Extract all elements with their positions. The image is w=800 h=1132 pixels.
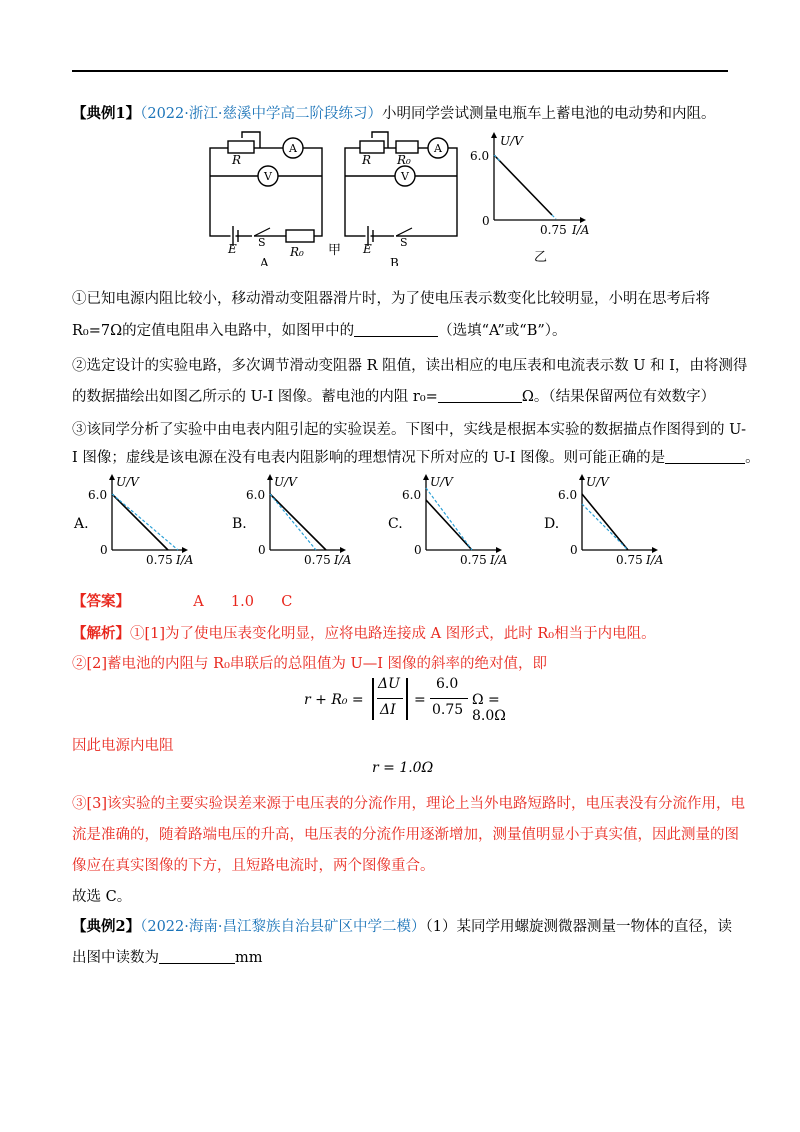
figure-circuits-and-graph (200, 128, 600, 266)
label-r-b: R (362, 153, 372, 167)
ammeter-b-label: A (434, 142, 442, 155)
svg-text:0: 0 (570, 543, 578, 557)
graph-yi-axis-u: U/V (500, 134, 523, 148)
label-r0-a: R₀ (290, 245, 304, 259)
svg-text:U/V: U/V (430, 475, 453, 489)
svg-text:0.75: 0.75 (146, 553, 173, 567)
svg-text:0: 0 (414, 543, 422, 557)
svg-text:I/A: I/A (646, 553, 664, 567)
example2-line2: 出图中读数为 mm (72, 950, 263, 966)
answer-1: A (193, 594, 204, 610)
example1-source: （2022·浙江·慈溪中学高二阶段练习） (140, 106, 382, 122)
graph-yi-i075: 0.75 (540, 223, 567, 237)
caption-a: A (260, 256, 269, 266)
voltmeter-a-label: V (264, 170, 272, 183)
svg-text:6.0: 6.0 (246, 488, 266, 502)
svg-text:0.75: 0.75 (460, 553, 487, 567)
svg-text:6.0: 6.0 (88, 488, 108, 502)
svg-text:0.75: 0.75 (304, 553, 331, 567)
analysis-tag: 【解析】 (72, 625, 130, 642)
conclusion: 故选 C。 (72, 889, 132, 905)
rheostat-r-b (360, 141, 384, 153)
voltmeter-b-label: V (401, 170, 409, 183)
example1-heading (72, 102, 715, 123)
svg-text:6.0: 6.0 (402, 488, 422, 502)
analysis-line4b: 流是准确的，随着路端电压的升高，电压表的分流作用逐渐增加，测量值明显小于真实值，因此测量的图 (72, 827, 739, 843)
caption-b: B (390, 256, 399, 266)
option-c-label: C. (388, 516, 403, 532)
option-c-graph[interactable] (388, 474, 508, 567)
answer-2: 1.0 (230, 594, 254, 610)
label-e-b: E (363, 242, 372, 256)
option-b-graph[interactable] (232, 474, 352, 567)
label-r0-b: R₀ (397, 153, 411, 167)
caption-jia: 甲 (328, 243, 342, 258)
answer-line (72, 590, 292, 611)
q1-line2: R₀=7Ω的定值电阻串入电路中，如图甲中的 （选填“A”或“B”）。 (72, 323, 567, 339)
option-a-label: A. (74, 516, 89, 532)
answer-tag: 【答案】 (72, 593, 130, 610)
svg-text:0.75: 0.75 (616, 553, 643, 567)
label-s-a: S (258, 236, 266, 249)
q1-blank[interactable] (354, 322, 438, 337)
example2-source: （2022·海南·昌江黎族自治县矿区中学二模） (140, 919, 426, 935)
example2-heading (72, 915, 732, 936)
example2-tag: 【典例2】 (72, 918, 141, 935)
options-graphs (72, 472, 672, 568)
q2-line1: ②选定设计的实验电路，多次调节滑动变阻器 R 阻值，读出相应的电压表和电流表示数 U 和 I，由将测得 (72, 358, 748, 374)
option-b-label: B. (232, 516, 247, 532)
circuit-a (210, 130, 322, 246)
analysis-line1: 【解析】①[1]为了使电压表变化明显，应将电路连接成 A 图形式，此时 R₀相当于内电阻。 (72, 625, 656, 642)
svg-text:I/A: I/A (490, 553, 508, 567)
svg-text:6.0: 6.0 (558, 488, 578, 502)
q2-line2: 的数据描绘出如图乙所示的 U-I 图像。蓄电池的内阻 r₀= Ω。（结果保留两位有效数字） (72, 389, 716, 405)
example1-stem: 小明同学尝试测量电瓶车上蓄电池的电动势和内阻。 (381, 106, 716, 122)
q1-line1: ①已知电源内阻比较小，移动滑动变阻器滑片时，为了使电压表示数变化比较明显，小明在思考后将 (72, 291, 710, 307)
q3-line2: I 图像；虚线是该电源在没有电表内阻影响的理想情况下所对应的 U-I 图像。则可能正确的是 。 (72, 450, 760, 466)
analysis-line4a: ③[3]该实验的主要实验误差来源于电压表的分流作用，理论上当外电路短路时，电压表没有分流作用，电 (72, 796, 746, 812)
rheostat-r-a (228, 141, 254, 153)
analysis-line4c: 像应在真实图像的下方，且短路电流时，两个图像重合。 (72, 858, 435, 874)
caption-yi: 乙 (534, 250, 548, 265)
option-d-label: D. (544, 516, 560, 532)
svg-text:I/A: I/A (176, 553, 194, 567)
svg-text:U/V: U/V (116, 475, 139, 489)
graph-yi-solid-line (494, 155, 552, 215)
svg-text:U/V: U/V (274, 475, 297, 489)
label-s-b: S (400, 236, 408, 249)
example2-stem: （1）某同学用螺旋测微器测量一物体的直径，读 (425, 919, 732, 935)
formula-r-plus-r0: r + R₀ = ΔU ΔI = 6.0 0.75 Ω = 8.0Ω (304, 676, 506, 724)
q2-blank[interactable] (438, 388, 522, 403)
graph-yi-v6: 6.0 (470, 149, 490, 163)
svg-text:U/V: U/V (586, 475, 609, 489)
analysis-line3: 因此电源内电阻 (72, 738, 174, 754)
svg-text:0: 0 (258, 543, 266, 557)
ammeter-a-label: A (289, 142, 297, 155)
graph-yi-axis-i: I/A (572, 223, 590, 237)
analysis-line2: ②[2]蓄电池的内阻与 R₀串联后的总阻值为 U—I 图像的斜率的绝对值，即 (72, 656, 548, 672)
answer-3: C (281, 594, 293, 610)
resistor-r0-a (286, 230, 314, 242)
q3-blank[interactable] (665, 449, 745, 464)
label-r-a: R (232, 153, 242, 167)
option-a-graph[interactable] (73, 474, 194, 567)
svg-text:I/A: I/A (334, 553, 352, 567)
header-rule (72, 70, 728, 72)
q3-line1: ③该同学分析了实验中由电表内阻引起的实验误差。下图中，实线是根据本实验的数据描点作图得到的 U- (72, 422, 746, 438)
option-d-graph[interactable] (544, 474, 664, 567)
example1-tag: 【典例1】 (72, 105, 141, 122)
formula-r: r = 1.0Ω (372, 760, 434, 776)
svg-text:0: 0 (100, 543, 108, 557)
resistor-r0-b (396, 141, 418, 153)
label-e-a: E (228, 242, 237, 256)
example2-blank[interactable] (159, 949, 235, 964)
graph-yi-zero: 0 (482, 214, 490, 228)
